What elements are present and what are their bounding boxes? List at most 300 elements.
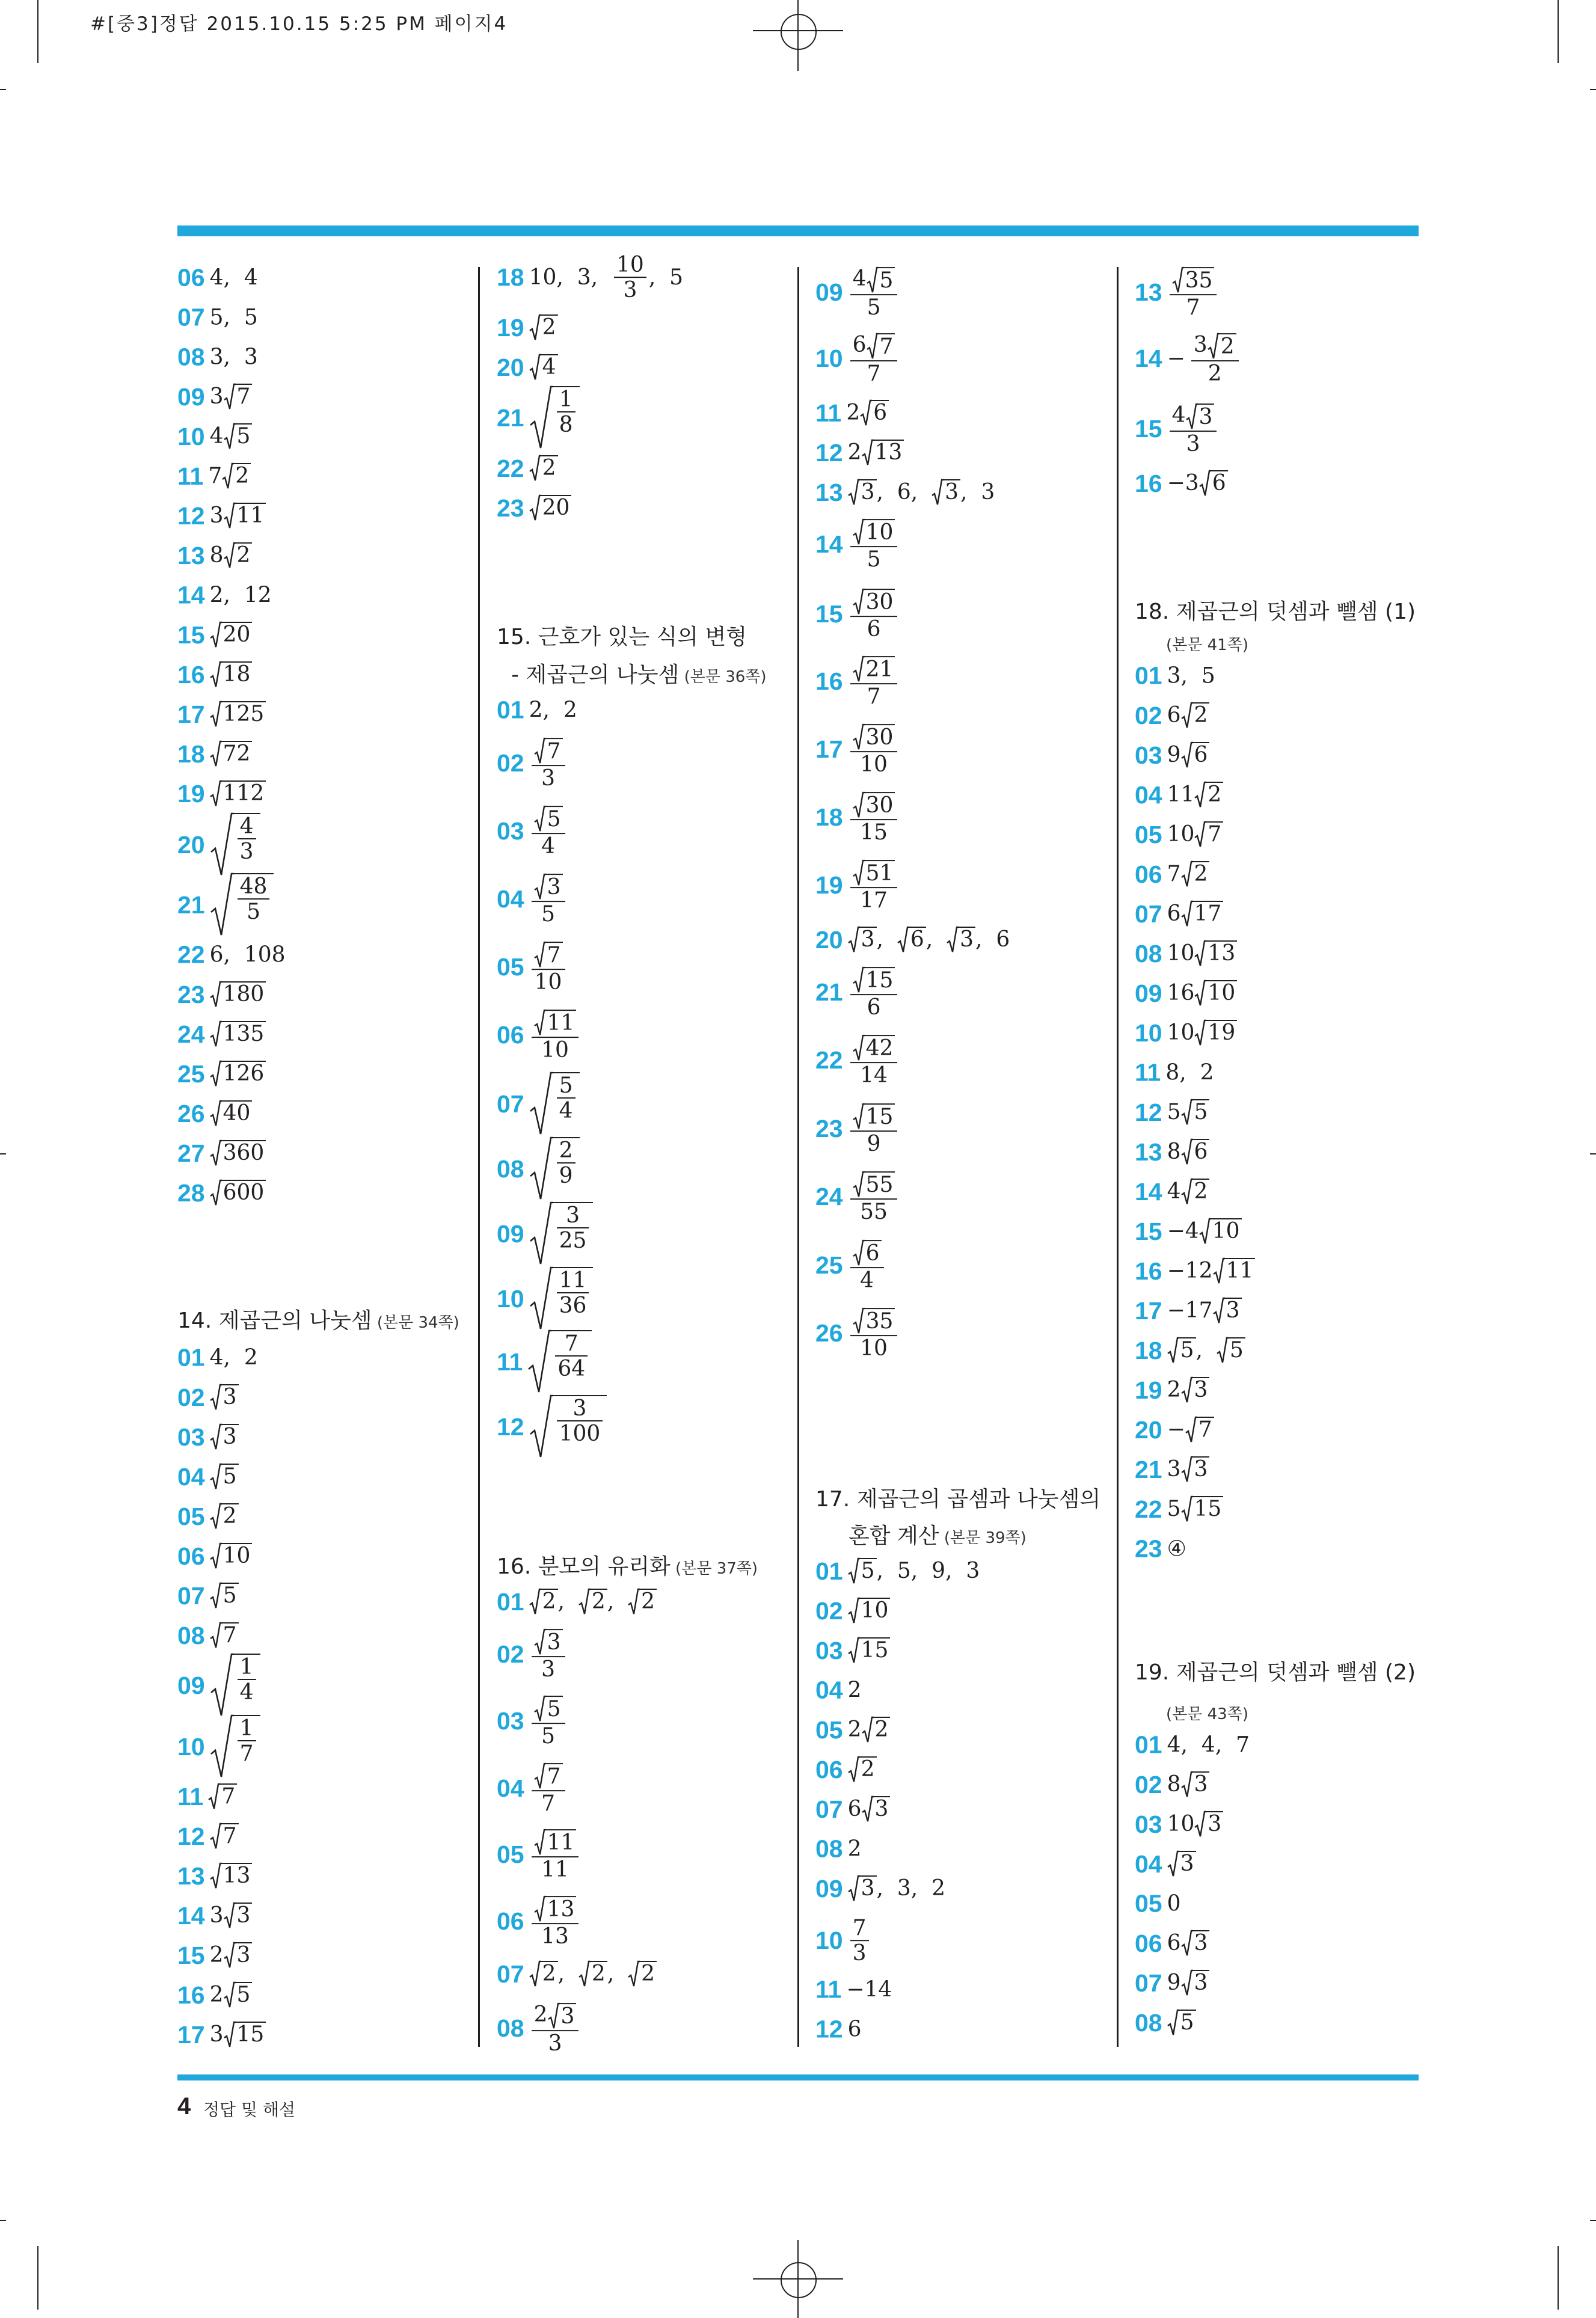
answer-item: [497, 2002, 581, 2055]
question-number: 08: [497, 1154, 524, 1183]
answer-value: 2: [210, 1503, 239, 1530]
answer-value: 2 , 12: [209, 583, 272, 607]
question-number: 05: [497, 953, 524, 981]
question-number: 25: [177, 1059, 205, 1088]
answer-item: [497, 1960, 657, 1988]
answer-value: 30 15: [848, 791, 900, 844]
answer-item: [1135, 1058, 1214, 1087]
answer-value: 6: [847, 2017, 862, 2041]
answer-value: 20: [210, 621, 253, 649]
section-heading: [1135, 601, 1416, 623]
question-number: 12: [815, 438, 843, 467]
answer-value: 20: [529, 494, 572, 522]
answer-value: 4 2: [1167, 1178, 1210, 1206]
answer-item: [177, 1179, 266, 1207]
answer-value: 1 7: [210, 1714, 260, 1779]
answer-value: 4 3 3: [1167, 403, 1220, 456]
page-reference: (본문 41쪽): [1166, 636, 1248, 654]
answer-value: 7: [210, 1823, 239, 1850]
answer-item: [497, 1762, 568, 1815]
registration-mark: [781, 2262, 817, 2298]
question-number: 12: [815, 2015, 843, 2043]
answer-value: 40: [210, 1100, 253, 1127]
answer-item: [1135, 2009, 1196, 2037]
answer-item: [177, 263, 258, 292]
answer-value: 2: [529, 314, 558, 342]
answer-item: [177, 740, 252, 768]
question-number: 04: [497, 885, 524, 913]
section-title: 19. 제곱근의 덧셈과 뺄셈 (2): [1135, 1660, 1416, 1685]
crop-mark: [1558, 0, 1559, 63]
answer-value: 2: [848, 1756, 877, 1783]
answer-value: 6 17: [1167, 900, 1224, 928]
answer-item: [1135, 1297, 1242, 1325]
answer-item: [815, 479, 995, 506]
question-number: 09: [1135, 979, 1162, 1007]
answer-item: [815, 1837, 862, 1862]
answer-item: [1135, 1771, 1209, 1798]
question-number: 12: [1135, 1098, 1162, 1126]
question-number: 01: [1135, 661, 1162, 690]
answer-value: −17 3: [1167, 1297, 1242, 1325]
answer-value: 6 , 108: [209, 942, 286, 967]
question-number: 26: [815, 1319, 843, 1348]
crop-mark: [0, 1153, 6, 1154]
answer-value: 7 7: [529, 1762, 568, 1815]
answer-item: [1135, 1969, 1209, 1997]
answer-item: [815, 2017, 862, 2042]
section-heading: [815, 1489, 1100, 1510]
question-number: 21: [815, 978, 843, 1007]
section-title: 16. 분모의 유리화: [497, 1554, 671, 1579]
answer-item: [497, 1394, 607, 1459]
answer-value: 7 3: [848, 1917, 871, 1965]
question-number: 23: [815, 1115, 843, 1143]
crop-mark: [0, 89, 6, 90]
crop-mark: [1590, 1153, 1596, 1154]
question-number: 25: [815, 1251, 843, 1280]
answer-item: [177, 1423, 239, 1451]
answer-item: [497, 805, 568, 858]
answer-value: 10 13: [1167, 940, 1238, 967]
answer-value: 3 3: [529, 1628, 568, 1681]
registration-mark-line: [797, 2240, 799, 2318]
section-title: 14. 제곱근의 나눗셈: [177, 1308, 372, 1333]
answer-value: 3: [210, 1384, 239, 1411]
answer-item: [177, 583, 272, 608]
answer-item: [1135, 980, 1237, 1007]
column-divider: [1117, 267, 1119, 2047]
answer-item: [497, 1266, 593, 1331]
answer-value: 48 5: [210, 872, 274, 937]
answer-item: [815, 1034, 900, 1087]
answer-value: 126: [210, 1060, 266, 1088]
question-number: 07: [1135, 900, 1162, 928]
question-number: 10: [815, 1927, 843, 1955]
answer-value: 5 , 5: [1167, 1337, 1245, 1364]
answer-value: 35 7: [1167, 266, 1220, 319]
question-number: 08: [1135, 939, 1162, 967]
answer-item: [497, 1895, 581, 1948]
answer-item: [497, 1695, 568, 1748]
answer-value: 30 10: [848, 723, 900, 776]
answer-item: [815, 859, 900, 912]
answer-value: 4 , 4: [209, 265, 258, 290]
answer-item: [1135, 860, 1209, 888]
question-number: 03: [497, 817, 524, 845]
question-number: 06: [497, 1907, 524, 1936]
answer-value: 180: [210, 981, 266, 1008]
question-number: 21: [1135, 1455, 1162, 1483]
answer-item: [815, 399, 889, 427]
answer-item: [1135, 333, 1241, 385]
answer-value: − 3 2 2: [1167, 333, 1241, 385]
crop-mark: [1590, 2220, 1596, 2221]
answer-value: 4: [529, 354, 558, 381]
answer-value: 0: [1167, 1891, 1181, 1916]
answer-value: 7: [208, 1783, 237, 1811]
answer-value: −4 10: [1167, 1218, 1242, 1245]
section-heading: [497, 627, 747, 648]
answer-value: 1 8: [529, 385, 580, 450]
question-number: 11: [177, 462, 204, 490]
answer-value: 600: [210, 1179, 266, 1207]
answer-item: [1135, 403, 1219, 456]
answer-value: 16 10: [1167, 980, 1238, 1007]
answer-value: 6 7 7: [848, 333, 900, 385]
answer-value: 5: [210, 1582, 239, 1610]
answer-item: [497, 1829, 581, 1881]
answer-item: [177, 812, 260, 877]
question-number: 15: [1135, 415, 1162, 443]
answer-value: 2 2: [848, 1716, 891, 1744]
question-number: 07: [497, 1090, 524, 1118]
answer-item: [1135, 900, 1223, 928]
answer-item: [177, 1823, 239, 1850]
question-number: 10: [177, 422, 205, 450]
answer-value: 5 5: [529, 1695, 568, 1748]
answer-item: [177, 1384, 239, 1411]
section-heading: [497, 1556, 758, 1578]
question-number: 19: [497, 313, 524, 342]
answer-item: [815, 1637, 890, 1664]
answer-value: −14: [846, 1977, 892, 2002]
answer-value: 21 7: [848, 655, 900, 708]
answer-item: [177, 462, 251, 490]
question-number: 18: [815, 803, 843, 832]
answer-value: 11 11: [529, 1829, 582, 1881]
answer-item: [815, 439, 904, 467]
question-number: 02: [1135, 1770, 1162, 1798]
question-number: 12: [177, 501, 205, 530]
answer-item: [177, 1503, 239, 1530]
answer-value: 30 6: [848, 588, 900, 641]
question-number: 08: [497, 2014, 524, 2043]
answer-item: [815, 1171, 900, 1224]
answer-value: 3 25: [529, 1201, 594, 1266]
answer-item: [1135, 781, 1223, 809]
question-number: 24: [177, 1020, 205, 1048]
question-number: 04: [177, 1462, 205, 1491]
question-number: 14: [177, 581, 205, 609]
answer-value: 10 , 3 , 10 3 , 5: [529, 253, 684, 302]
answer-value: 5 , 5: [209, 305, 258, 330]
question-number: 16: [177, 660, 205, 688]
answer-value: 3 , 3: [209, 345, 258, 369]
question-number: 17: [177, 700, 205, 728]
answer-value: 3 15: [210, 2021, 266, 2049]
question-number: 05: [1135, 1889, 1162, 1918]
answer-value: 10: [848, 1597, 891, 1625]
answer-item: [1135, 741, 1209, 769]
question-number: 04: [1135, 1850, 1162, 1878]
answer-item: [177, 1582, 239, 1610]
answer-item: [815, 518, 900, 571]
answer-item: [815, 1716, 890, 1744]
section-title: 혼합 계산: [849, 1524, 939, 1548]
answer-item: [177, 305, 258, 330]
answer-value: 6 3: [1167, 1930, 1210, 1957]
answer-value: 3 11: [210, 502, 266, 530]
answer-item: [1135, 1930, 1209, 1957]
column-divider: [478, 267, 480, 2047]
question-number: 08: [1135, 2008, 1162, 2037]
answer-value: 2 5: [210, 1981, 253, 2009]
question-number: 07: [177, 303, 205, 331]
question-number: 03: [1135, 1810, 1162, 1838]
page-reference: (본문 39쪽): [939, 1529, 1027, 1547]
question-number: 20: [1135, 1415, 1162, 1444]
answer-value: ④: [1167, 1536, 1186, 1561]
answer-value: 10: [210, 1542, 253, 1570]
answer-item: [815, 1557, 980, 1585]
answer-item: [177, 981, 266, 1008]
question-number: 04: [497, 1774, 524, 1803]
answer-value: 3 , 5: [1167, 663, 1215, 688]
answer-item: [1135, 1257, 1255, 1285]
crop-mark: [1590, 89, 1596, 90]
question-number: 05: [497, 1841, 524, 1869]
bottom-rule: [177, 2074, 1419, 2080]
question-number: 06: [1135, 1929, 1162, 1957]
answer-value: 5 4: [529, 1072, 580, 1136]
answer-item: [1135, 661, 1215, 690]
answer-value: 7 64: [527, 1329, 592, 1394]
answer-item: [815, 1597, 890, 1625]
question-number: 09: [177, 1671, 205, 1699]
answer-item: [815, 588, 900, 641]
answer-item: [1135, 1495, 1223, 1523]
answer-item: [177, 621, 252, 649]
question-number: 26: [177, 1099, 205, 1127]
answer-item: [1135, 1733, 1250, 1758]
question-number: 06: [1135, 860, 1162, 888]
answer-value: 15 9: [848, 1103, 900, 1156]
answer-item: [177, 1981, 252, 2009]
answer-value: 8 , 2: [1165, 1060, 1214, 1085]
column-divider: [797, 267, 799, 2047]
registration-mark: [781, 14, 817, 50]
answer-value: 11 2: [1167, 781, 1224, 809]
answer-item: [1135, 1416, 1214, 1444]
answer-item: [1135, 1218, 1242, 1245]
question-number: 03: [1135, 741, 1162, 769]
answer-item: [177, 542, 252, 569]
answer-item: [815, 791, 900, 844]
question-number: 10: [815, 345, 843, 373]
answer-value: 7 2: [208, 462, 251, 490]
answer-item: [497, 698, 577, 723]
crop-mark: [37, 0, 38, 63]
question-number: 22: [815, 1046, 843, 1075]
question-number: 18: [177, 740, 205, 768]
answer-value: 6 4: [848, 1239, 886, 1292]
question-number: 13: [1135, 278, 1162, 307]
print-header: #[중3]정답 2015.10.15 5:25 PM 페이지4: [90, 13, 508, 35]
answer-item: [497, 873, 568, 926]
question-number: 19: [815, 871, 843, 900]
answer-item: [815, 1678, 862, 1703]
section-title: - 제곱근의 나눗셈: [511, 663, 680, 687]
question-number: 27: [177, 1139, 205, 1167]
question-number: 07: [1135, 1969, 1162, 1997]
question-number: 06: [497, 1021, 524, 1049]
answer-value: 125: [210, 701, 266, 728]
answer-item: [815, 723, 900, 776]
answer-item: [815, 966, 900, 1019]
question-number: 18: [497, 263, 524, 292]
answer-item: [1135, 470, 1228, 497]
question-number: 22: [497, 454, 524, 482]
page-number: 4: [177, 2093, 191, 2120]
answer-value: 10 19: [1167, 1019, 1238, 1047]
answer-value: 8 3: [1167, 1771, 1210, 1798]
answer-value: 13: [210, 1862, 253, 1890]
answer-item: [815, 1307, 900, 1360]
question-number: 20: [815, 925, 843, 954]
answer-value: 2 3: [210, 1942, 253, 1969]
answer-item: [815, 1975, 892, 2004]
answer-item: [497, 1009, 581, 1062]
question-number: 22: [1135, 1495, 1162, 1523]
answer-item: [177, 872, 274, 937]
answer-item: [1135, 1376, 1209, 1404]
answer-value: 4 5: [210, 423, 253, 450]
answer-value: 3: [1167, 1850, 1196, 1878]
answer-value: 5 15: [1167, 1495, 1224, 1523]
question-number: 16: [177, 1981, 205, 2009]
answer-item: [497, 1628, 568, 1681]
answer-item: [815, 926, 1010, 954]
question-number: 13: [177, 1862, 205, 1890]
question-number: 01: [815, 1557, 843, 1585]
answer-item: [177, 423, 252, 450]
question-number: 04: [815, 1676, 843, 1704]
answer-item: [497, 941, 568, 994]
answer-item: [815, 1756, 877, 1783]
answer-item: [815, 1917, 871, 1965]
answer-value: 18: [210, 661, 253, 688]
question-number: 13: [1135, 1138, 1162, 1166]
answer-item: [1135, 1019, 1237, 1047]
answer-value: 11 36: [529, 1266, 594, 1331]
question-number: 19: [177, 779, 205, 808]
answer-value: 35 10: [848, 1307, 900, 1360]
answer-value: 6 3: [848, 1795, 891, 1823]
question-number: 03: [815, 1636, 843, 1664]
question-number: 15: [1135, 1217, 1162, 1245]
answer-value: 4 , 2: [209, 1345, 258, 1370]
answer-item: [177, 1139, 266, 1167]
answer-value: 2 9: [529, 1136, 580, 1201]
question-number: 01: [1135, 1731, 1162, 1759]
answer-item: [1135, 821, 1223, 848]
question-number: 11: [815, 1975, 842, 2004]
answer-value: 15 6: [848, 966, 900, 1019]
question-number: 15: [815, 600, 843, 628]
question-number: 21: [177, 891, 205, 919]
answer-value: 5: [1167, 2009, 1196, 2037]
question-number: 06: [815, 1755, 843, 1783]
question-number: 06: [177, 1542, 205, 1570]
page-reference: (본문 37쪽): [670, 1560, 758, 1578]
question-number: 07: [177, 1581, 205, 1610]
question-number: 09: [497, 1219, 524, 1248]
question-number: 04: [1135, 780, 1162, 809]
question-number: 12: [497, 1412, 524, 1441]
answer-item: [497, 455, 558, 482]
answer-item: [177, 1463, 239, 1491]
answer-item: [815, 1875, 945, 1903]
answer-item: [497, 737, 568, 790]
answer-value: 7: [210, 1622, 239, 1649]
answer-value: 2 3: [1167, 1376, 1210, 1404]
answer-item: [497, 314, 558, 342]
answer-value: 7 3: [529, 737, 568, 790]
question-number: 16: [1135, 469, 1162, 497]
registration-mark-line: [797, 0, 799, 71]
answer-value: 2: [847, 1836, 862, 1861]
answer-item: [177, 940, 286, 969]
answer-value: 4 3: [210, 812, 260, 877]
question-number: 01: [497, 696, 524, 724]
section-heading: [849, 1525, 1027, 1547]
question-number: 15: [177, 1941, 205, 1969]
question-number: 14: [1135, 345, 1162, 373]
answer-item: [177, 1100, 252, 1127]
question-number: 08: [177, 343, 205, 371]
question-number: 15: [177, 621, 205, 649]
answer-item: [177, 661, 252, 688]
answer-item: [1135, 1811, 1223, 1838]
answer-item: [1135, 1099, 1209, 1126]
crop-mark: [0, 2220, 6, 2221]
question-number: 16: [815, 667, 843, 696]
question-number: 11: [177, 1782, 204, 1811]
answer-item: [177, 780, 266, 808]
question-number: 05: [815, 1716, 843, 1744]
question-number: 10: [177, 1732, 205, 1761]
question-number: 18: [1135, 1336, 1162, 1364]
top-rule: [177, 225, 1419, 236]
answer-item: [1135, 1456, 1209, 1483]
answer-value: 5: [210, 1463, 239, 1491]
answer-value: 3 7: [210, 383, 253, 411]
question-number: 09: [177, 382, 205, 411]
section-page-ref: [1166, 633, 1248, 654]
footer-title: 정답 및 해설: [203, 2100, 296, 2120]
answer-value: 11 10: [529, 1009, 582, 1062]
